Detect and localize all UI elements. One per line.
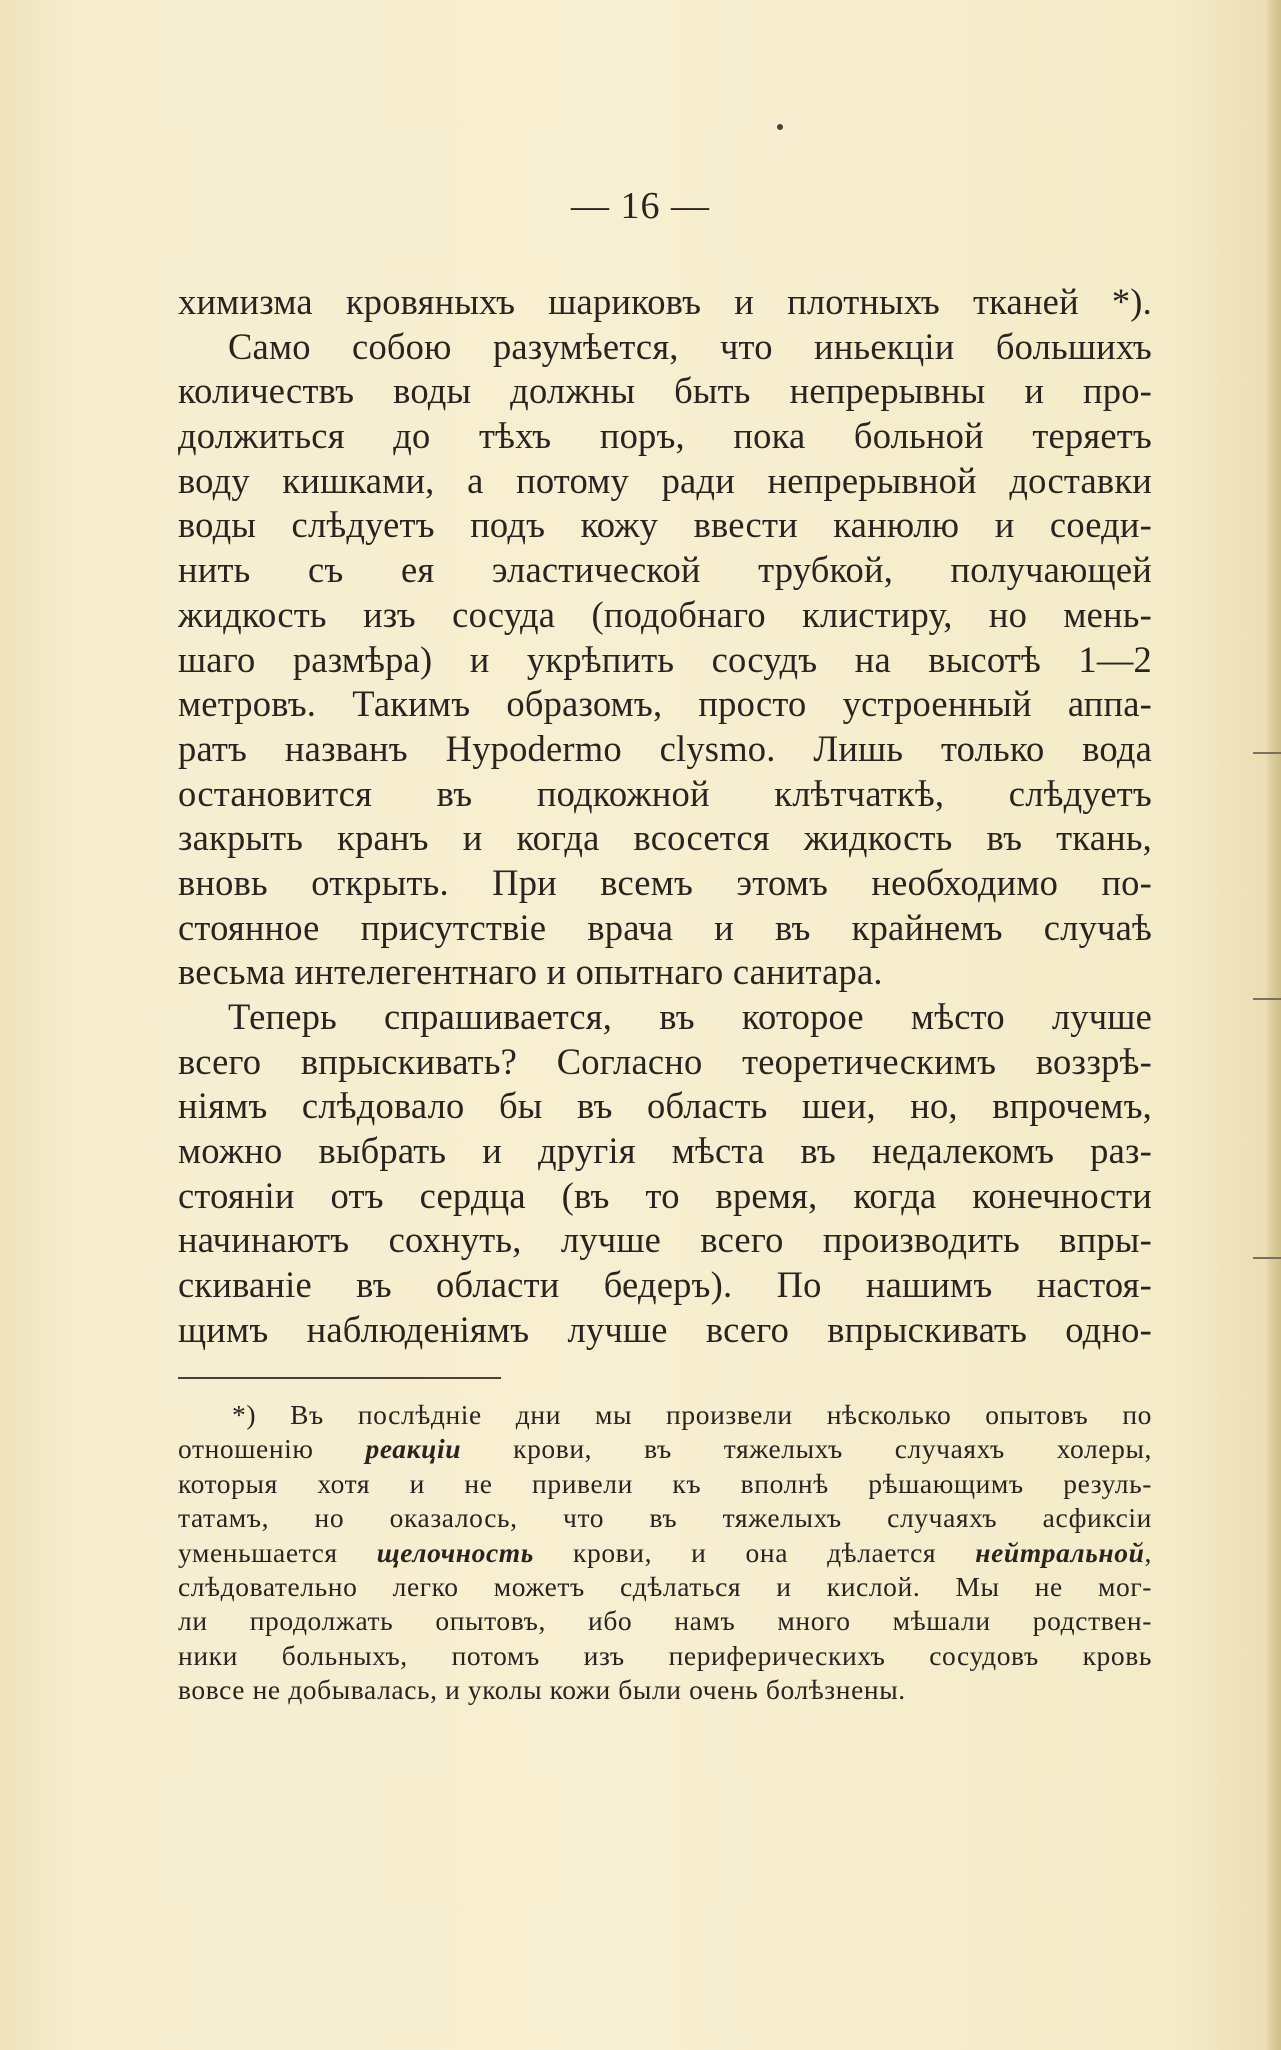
text-line: воды слѣдуетъ подъ кожу ввести канюлю и соеди-: [178, 504, 1152, 546]
text-line: количествъ воды должны быть непрерывны и про-: [178, 370, 1152, 412]
margin-mark: [1253, 998, 1281, 1000]
text-line: стояніи отъ сердца (въ то время, когда конечности: [178, 1174, 1152, 1216]
footnote-line: которыя хотя и не привели къ вполнѣ рѣшающимъ резуль-: [178, 1467, 1152, 1499]
text-line: жидкость изъ сосуда (подобнаго клистиру, но мень-: [178, 593, 1152, 635]
footnote-emphasis: щелочность: [376, 1536, 534, 1568]
text-line: остановится въ подкожной клѣтчаткѣ, слѣдуетъ: [178, 772, 1152, 814]
text-line: ратъ названъ Hypodermo clysmo. Лишь только вода: [178, 727, 1152, 769]
page-edge: [1267, 0, 1281, 2050]
text-line: нить съ ея эластической трубкой, получающей: [178, 549, 1152, 591]
text-line: начинаютъ сохнуть, лучше всего производить впры-: [178, 1219, 1152, 1261]
body-text: [178, 280, 1152, 1353]
footnote-text: крови, и она дѣлается: [533, 1536, 976, 1568]
text-line: скиваніе въ области бедеръ). По нашимъ настоя-: [178, 1264, 1152, 1306]
footnote-line: [178, 1536, 1152, 1570]
footnote-line: вовсе не добывалась, и уколы кожи были очень болѣзнены.: [178, 1674, 906, 1706]
text-line: весьма интелегентнаго и опытнаго санитара.: [178, 951, 883, 993]
text-line: всего впрыскивать? Согласно теоретическимъ воззрѣ-: [178, 1040, 1152, 1082]
text-line: вновь открыть. При всемъ этомъ необходимо по-: [178, 861, 1152, 903]
text-line: ніямъ слѣдовало бы въ область шеи, но, впрочемъ,: [178, 1085, 1152, 1127]
footnote-line: ли продолжать опытовъ, ибо намъ много мѣшали родствен-: [178, 1605, 1152, 1637]
text-line: щимъ наблюденіямъ лучше всего впрыскивать одно-: [178, 1308, 1152, 1350]
footnote-text: крови, въ тяжелыхъ случаяхъ холеры,: [461, 1433, 1153, 1465]
footnote-line: татамъ, но оказалось, что въ тяжелыхъ случаяхъ асфиксіи: [178, 1502, 1152, 1534]
text-line: Теперь спрашивается, въ которое мѣсто лучше: [228, 996, 1152, 1037]
text-line: стоянное присутствіе врача и въ крайнемъ случаѣ: [178, 906, 1152, 948]
text-line: химизма кровяныхъ шариковъ и плотныхъ тканей *).: [178, 281, 1152, 322]
text-line: должиться до тѣхъ поръ, пока больной теряетъ: [178, 415, 1152, 457]
footnote-emphasis: реакціи: [365, 1433, 462, 1465]
footnote-text: уменьшается: [178, 1536, 377, 1568]
footnote-line: слѣдовательно легко можетъ сдѣлаться и кислой. Мы не мог-: [178, 1570, 1152, 1602]
footnote-line: [178, 1432, 1152, 1466]
text-line: воду кишками, а потому ради непрерывной доставки: [178, 459, 1152, 501]
text-line: Само собою разумѣется, что иньекціи большихъ: [228, 325, 1152, 367]
text-line: можно выбрать и другія мѣста въ недалекомъ раз-: [178, 1130, 1152, 1172]
text-line: шаго размѣра) и укрѣпить сосудъ на высотѣ 1—2: [178, 638, 1152, 680]
footnote-line: *) Въ послѣдніе дни мы произвели нѣсколько опытовъ по: [232, 1399, 1152, 1430]
footnote-divider: [178, 1377, 501, 1379]
margin-mark: [1253, 1257, 1281, 1259]
footnote-text: отношенію: [178, 1433, 366, 1465]
page-number: — 16 —: [571, 185, 710, 227]
ink-speck: [777, 124, 783, 130]
footnote: [178, 1398, 1152, 1708]
text-line: закрыть кранъ и когда всосется жидкость въ ткань,: [178, 817, 1152, 859]
margin-mark: [1253, 752, 1281, 754]
footnote-line: ники больныхъ, потомъ изъ периферическихъ сосудовъ кровь: [178, 1639, 1152, 1671]
footnote-text: ,: [1144, 1536, 1152, 1568]
text-line: метровъ. Такимъ образомъ, просто устроенный аппа-: [178, 683, 1152, 725]
footnote-emphasis: нейтральной: [975, 1536, 1145, 1568]
